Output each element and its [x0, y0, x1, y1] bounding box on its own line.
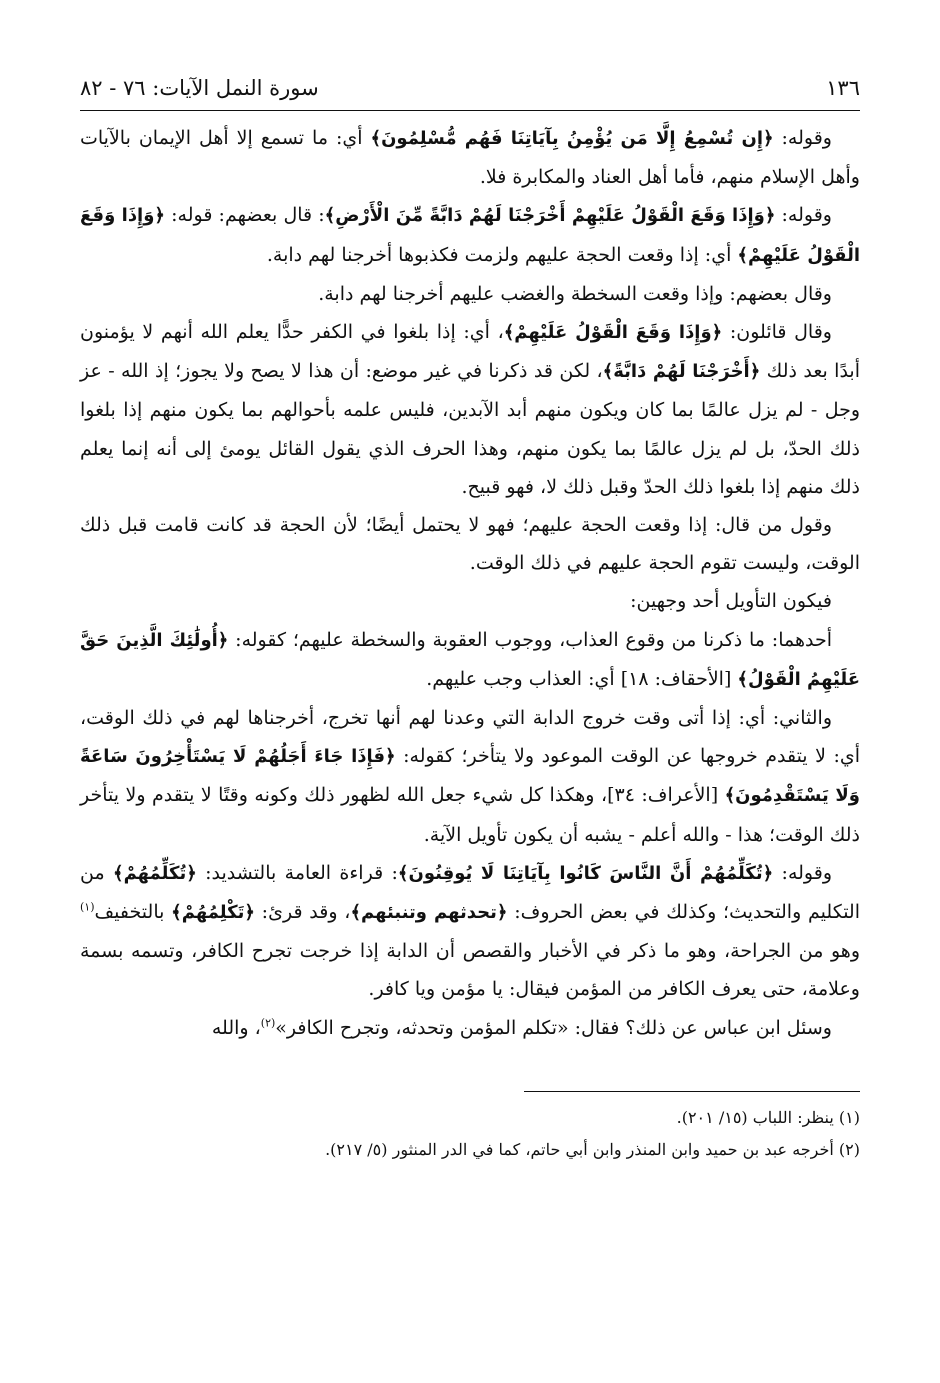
quran-verse: ﴿وَإِذَا وَقَعَ الْقَوْلُ عَلَيْهِمْ أَخْرَجْنَا لَهُمْ دَابَّةً مِّنَ الْأَرْضِ﴾: [324, 205, 776, 227]
text-span: وقوله:: [773, 861, 833, 884]
paragraph-3: [80, 275, 860, 313]
quran-verse: ﴿تُكَلِّمُهُمْ أَنَّ النَّاسَ كَانُوا بِآيَاتِنَا لَا يُوقِنُونَ﴾: [397, 862, 774, 884]
paragraph-6: [80, 582, 860, 620]
footnote-2: (٢) أخرجه عبد بن حميد وابن المنذر وابن أبي حاتم، كما في الدر المنثور (٥/ ٢١٧).: [325, 1139, 860, 1159]
text-span: والثاني: أي: إذا أتى وقت خروج الدابة التي وعدنا لهم أنها تخرج، أخرجناها لهم في ذلك الوقت، أي: لا يتقدم خروجها عن الوقت الموعود ولا يتأخر؛ كقوله:: [80, 707, 860, 768]
running-title: سورة النمل الآيات: ٧٦ - ٨٢: [80, 76, 319, 100]
paragraph-5: [80, 506, 860, 582]
quran-verse: ﴿أَخْرَجْنَا لَهُمْ دَابَّةً﴾: [602, 361, 761, 383]
quran-verse: ﴿وَإِذَا وَقَعَ الْقَوْلُ عَلَيْهِمْ﴾: [503, 322, 723, 344]
footnote-marker: (٢): [260, 1016, 276, 1030]
quran-verse: ﴿تُكَلِّمُهُمْ﴾: [113, 862, 197, 884]
quran-verse: ﴿أُولَٰئِكَ الَّذِينَ حَقَّ عَلَيْهِمُ الْقَوْلُ﴾: [80, 629, 860, 690]
text-span: [الأحقاف: ١٨] أي: العذاب وجب عليهم.: [426, 667, 738, 690]
text-span: أحدهما: ما ذكرنا من وقوع العذاب، ووجوب العقوبة والسخطة عليهم؛ كقوله:: [228, 628, 832, 651]
header-rule: [80, 110, 860, 111]
text-span: : قال بعضهم: قوله:: [164, 204, 325, 227]
footnote-marker: (١): [80, 900, 95, 914]
text-span: وهو من الجراحة، وهو ما ذكر في الأخبار والقصص أن الدابة إذا خرجت تجرح الكافر، وتسمه بسمة وعلامة، حتى يعرف الكافر من المؤمن فيقال: يا مؤمن ويا كافر.: [80, 940, 860, 1001]
text-span: وقول من قال: إذا وقعت الحجة عليهم؛ فهو لا يحتمل أيضًا؛ لأن الحجة قد كانت قامت قبل ذلك الوقت، وليست تقوم الحجة عليهم في ذلك الوقت.: [80, 514, 860, 575]
text-span: ، لكن قد ذكرنا في غير موضع: أن هذا لا يصح ولا يجوز؛ إذ الله - عز وجل - لم يزل عالمًا بما كان ويكون منهم أبد الآبدين، فليس علمه بأحوالهم بما يكون منهم إذا بلغوا ذلك الحدّ، بل لم يزل عالمًا بما يكون منهم، وهذا الحرف الذي يقول القائل يومئ إلى أنه إنما يعلم ذلك منهم إذا بلغوا ذلك الحدّ وقبل ذلك لا، فهو قبيح.: [80, 360, 861, 498]
paragraph-9: [80, 854, 860, 1009]
text-span: من التكليم والتحديث؛ وكذلك في بعض الحروف:: [80, 861, 861, 924]
paragraph-2: [80, 196, 860, 274]
text-span: وسئل ابن عباس عن ذلك؟ فقال: «تكلم المؤمن وتحدثه، وتجرح الكافر»: [275, 1016, 832, 1039]
footnote-rule: [524, 1091, 860, 1092]
paragraph-1: [80, 119, 860, 196]
text-span: وقال قائلون:: [722, 321, 832, 344]
text-span: فيكون التأويل أحد وجهين:: [630, 590, 832, 613]
quran-verse: ﴿وَإِذَا وَقَعَ الْقَوْلُ عَلَيْهِمْ﴾: [80, 205, 860, 266]
text-span: ، أي: إذا بلغوا في الكفر حدًّا يعلم الله أنهم لا يؤمنون أبدًا بعد ذلك: [80, 321, 860, 383]
text-span: ، وقد قرئ:: [254, 901, 351, 924]
quran-verse: ﴿تَكْلِمُهُمْ﴾: [171, 902, 255, 924]
text-span: أي: ما تسمع إلا أهل الإيمان بالآيات وأهل الإسلام منهم، فأما أهل العناد والمكابرة فلا.: [80, 127, 860, 189]
page-header: [80, 68, 860, 108]
paragraph-8: [80, 699, 860, 854]
text-span: وقوله:: [773, 127, 832, 149]
text-span: وقوله:: [775, 204, 832, 227]
paragraph-4: [80, 313, 860, 506]
footnotes: [80, 1102, 860, 1166]
text-span: [الأعراف: ٣٤]، وهكذا كل شيء جعل الله لظهور ذلك وكونه وقتًا لا يتقدم ولا يتأخر ذلك الوقت؛ هذا - والله أعلم - يشبه أن يكون تأويل الآية.: [80, 784, 860, 846]
paragraph-7: [80, 621, 860, 699]
text-span: وقال بعضهم: وإذا وقعت السخطة والغضب عليهم أخرجنا لهم دابة.: [318, 282, 832, 305]
text-span: أي: إذا وقعت الحجة عليهم ولزمت فكذبوها أخرجنا لهم دابة.: [266, 243, 738, 266]
text-span: : قراءة العامة بالتشديد:: [196, 861, 398, 884]
quran-verse: ﴿إِن تُسْمِعُ إِلَّا مَن يُؤْمِنُ بِآيَاتِنَا فَهُم مُّسْلِمُونَ﴾: [370, 128, 774, 149]
text-span: بالتخفيف: [94, 901, 172, 924]
footnote-1: (١) ينظر: اللباب (١٥/ ٢٠١).: [676, 1107, 860, 1127]
text-span: ، والله: [211, 1016, 261, 1039]
paragraph-10: [80, 1009, 860, 1047]
quran-verse: ﴿تحدثهم وتنبئهم﴾: [350, 902, 508, 924]
quran-verse: ﴿فَإِذَا جَاءَ أَجَلُهُمْ لَا يَسْتَأْخِرُونَ سَاعَةً وَلَا يَسْتَقْدِمُونَ﴾: [80, 746, 860, 807]
main-text: [80, 119, 860, 1047]
page-number: ١٣٦: [826, 76, 860, 100]
